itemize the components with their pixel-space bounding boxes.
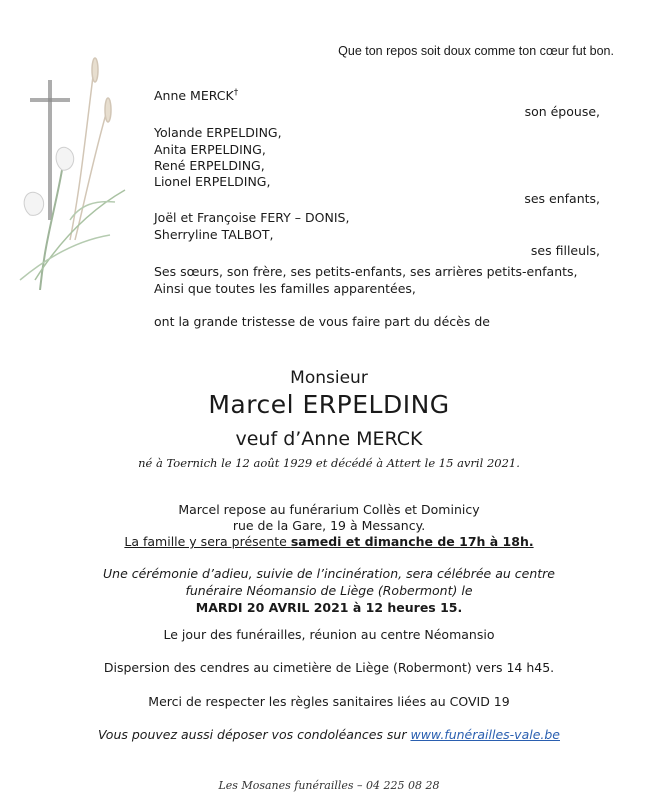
child-name: Yolande ERPELDING, <box>154 125 282 140</box>
family-line: Ses sœurs, son frère, ses petits-enfants, ses arrières petits-enfants, <box>154 264 578 279</box>
ceremony-date: MARDI 20 AVRIL 2021 à 12 heures 15. <box>195 600 463 615</box>
lily-icon <box>20 147 125 290</box>
dispersion-line: Dispersion des cendres au cimetière de Liège (Robermont) vers 14 h45. <box>103 660 555 675</box>
godchild-name: Joël et Françoise FERY – DONIS, <box>154 210 350 225</box>
godchildren-role: ses filleuls, <box>530 243 600 258</box>
condolences-link[interactable]: www.funérailles-vale.be <box>410 727 560 742</box>
announcement: ont la grande tristesse de vous faire part du décès de <box>154 314 490 329</box>
repose-line: Marcel repose au funérarium Collès et Dominicy <box>178 502 480 517</box>
deceased-title: Monsieur <box>290 368 368 388</box>
godchild-name: Sherryline TALBOT, <box>154 227 274 242</box>
child-name: René ERPELDING, <box>154 158 265 173</box>
reunion-line: Le jour des funérailles, réunion au centre Néomansio <box>163 627 495 642</box>
ceremony-line: Une cérémonie d’adieu, suivie de l’incinération, sera célébrée au centre <box>103 566 555 581</box>
covid-line: Merci de respecter les règles sanitaires liées au COVID 19 <box>148 694 510 709</box>
repose-address: rue de la Gare, 19 à Messancy. <box>232 518 426 533</box>
birth-death-line: né à Toernich le 12 août 1929 et décédé à Attert le 15 avril 2021. <box>138 456 520 470</box>
widower-line: veuf d’Anne MERCK <box>235 428 423 450</box>
family-line: Ainsi que toutes les familles apparentées, <box>154 281 416 296</box>
condolences-line: Vous pouvez aussi déposer vos condoléances sur www.funérailles-vale.be <box>97 727 560 742</box>
epigraph: Que ton repos soit doux comme ton cœur fut bon. <box>338 44 614 58</box>
family-presence: La famille y sera présente samedi et dimanche de 17h à 18h. <box>124 534 534 549</box>
cross-lily-illustration <box>0 40 130 290</box>
spouse-name: Anne MERCK† <box>154 88 239 104</box>
footer: Les Mosanes funérailles – 04 225 08 28 <box>218 779 440 792</box>
deceased-name: Marcel ERPELDING <box>208 390 450 419</box>
ceremony-line: funéraire Néomansio de Liège (Robermont) le <box>185 583 473 598</box>
children-role: ses enfants, <box>524 191 600 206</box>
child-name: Lionel ERPELDING, <box>154 174 271 189</box>
child-name: Anita ERPELDING, <box>154 142 266 157</box>
spouse-role: son épouse, <box>524 104 600 119</box>
